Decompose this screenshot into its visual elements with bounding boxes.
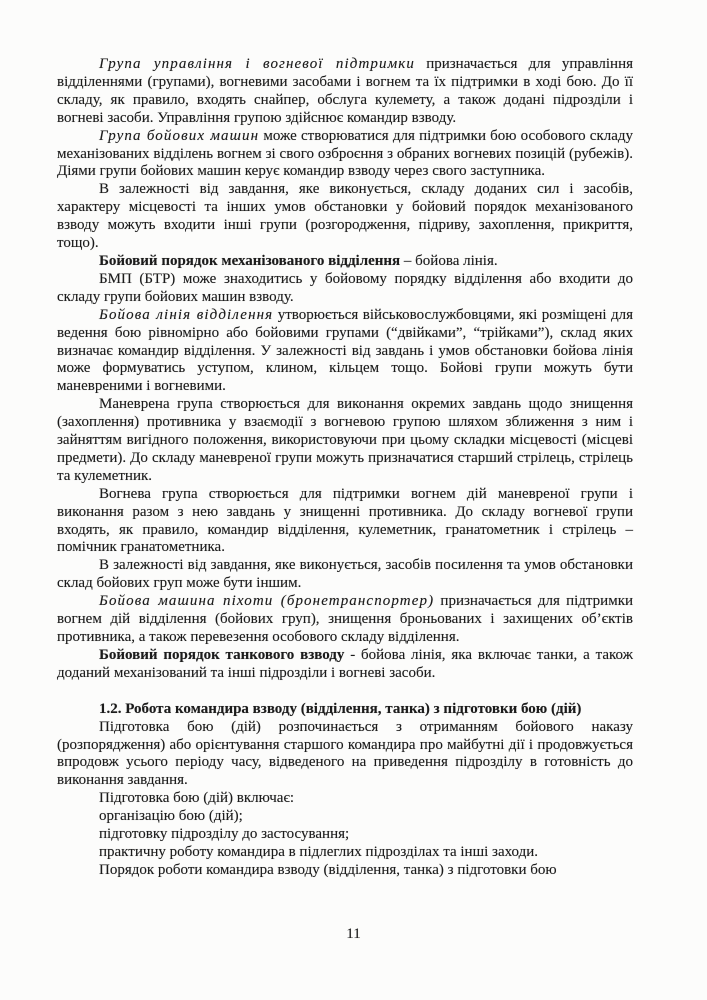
paragraph	[57, 181, 633, 253]
text-run-plain: організацію бою (дій);	[99, 808, 243, 825]
paragraph	[57, 808, 633, 826]
paragraph	[57, 557, 633, 593]
text-run-plain: В залежності від завдання, яке виконується, засобів посилення та умов обстановки склад бойових груп може бути іншим.	[57, 557, 633, 592]
paragraph	[57, 844, 633, 862]
paragraph	[57, 253, 633, 271]
text-run-plain: В залежності від завдання, яке виконується, складу доданих сил і засобів, характеру місцевості та інших умов обстановки у бойовий порядок механізованого взводу можуть входити інші групи (розгородження, підриву, захоплення, прикриття, тощо).	[57, 181, 633, 252]
paragraph	[57, 790, 633, 808]
text-run-bold: Бойовий порядок механізованого відділення	[99, 252, 401, 269]
paragraph	[57, 128, 633, 182]
text-run-plain: підготовку підрозділу до застосування;	[99, 826, 350, 843]
text-run-italic: Група бойових машин	[99, 127, 260, 144]
page-footer	[0, 925, 707, 943]
text-run-plain: Вогнева група створюється для підтримки вогнем дій маневреної групи і виконання разом з нею завдань у знищенні противника. До складу вогневої групи входять, як правило, командир відділення, кулеметник, гранатометник і стрілець – помічник гранатометника.	[57, 485, 633, 556]
text-run-italic: Бойова машина піхоти (бронетранспортер)	[99, 593, 435, 610]
text-run-bold: 1.2. Робота командира взводу (відділення, танка) з підготовки бою (дій)	[99, 700, 582, 717]
paragraph	[57, 719, 633, 791]
text-run-italic: Група управління і вогневої підтримки	[99, 56, 415, 72]
paragraph	[57, 593, 633, 647]
paragraph	[57, 56, 633, 128]
text-run-plain: призначається для управління відділеннями (групами), вогневими засобами і вогнем та їх підтримки в ході бою. До її складу, як правило, входять снайпер, обслуга кулемету, а також додані підрозділи і вогневі засоби. Управління групою здійснює командир взводу.	[57, 56, 633, 126]
text-run-plain: - бойова лінія, яка включає танки, а також доданий механізований та інші підрозділи і вогневі засоби.	[57, 646, 633, 681]
text-run-plain: – бойова лінія.	[400, 252, 498, 269]
text-run-plain: призначається для підтримки вогнем дій відділення (бойових груп), знищення броньованих і захищених об’єктів противника, а також перевезення особового складу відділення.	[57, 593, 634, 645]
paragraph	[57, 862, 633, 880]
paragraph	[57, 647, 633, 683]
text-run-plain: Маневрена група створюється для виконання окремих завдань щодо знищення (захоплення) противника у взаємодії з вогневою групою шляхом зближення з ним і зайняттям вигідного положення, використовуючи при цьому складки місцевості (місцеві предмети). До складу маневреної групи можуть призначатися старший стрілець, стрілець та кулеметник.	[57, 396, 633, 484]
text-run-plain: Порядок роботи командира взводу (відділення, танка) з підготовки бою	[99, 861, 557, 878]
page-number: 11	[346, 926, 361, 942]
paragraph	[57, 271, 633, 307]
paragraph	[57, 486, 633, 558]
paragraph	[57, 826, 633, 844]
text-run-italic: Бойова лінія відділення	[99, 306, 274, 323]
document-body	[57, 56, 633, 880]
text-run-plain: БМП (БТР) може знаходитись у бойовому порядку відділення або входити до складу групи бойових машин взводу.	[57, 270, 633, 305]
text-run-plain: Підготовка бою (дій) розпочинається з отриманням бойового наказу (розпорядження) або орієнтування старшого командира про майбутні дії і продовжується впродовж усього періоду часу, відведеного на приведення підрозділу в готовність до виконання завдання.	[57, 718, 633, 789]
text-run-plain: утворюється військовослужбовцями, які розміщені для ведення бою рівномірно або бойовими групами (“двійками”, “трійками”), склад яких визначає командир відділення. У залежності від завдань і умов обстановки бойова лінія може формуватись уступом, клином, кільцем тощо. Бойові групи можуть бути маневреними і вогневими.	[57, 306, 634, 395]
text-run-bold: Бойовий порядок танкового взводу	[99, 646, 345, 663]
text-run-plain: практичну роботу командира в підлеглих підрозділах та інші заходи.	[99, 843, 539, 860]
text-run-plain: Підготовка бою (дій) включає:	[99, 790, 295, 807]
text-run-plain: може створюватися для підтримки бою особового складу механізованих відділень вогнем зі свого озброєння з обраних вогневих позицій (рубежів). Діями групи бойових машин керує командир взводу через свого заступника.	[57, 127, 634, 180]
section-heading	[57, 701, 633, 719]
paragraph	[57, 307, 633, 397]
paragraph	[57, 396, 633, 486]
